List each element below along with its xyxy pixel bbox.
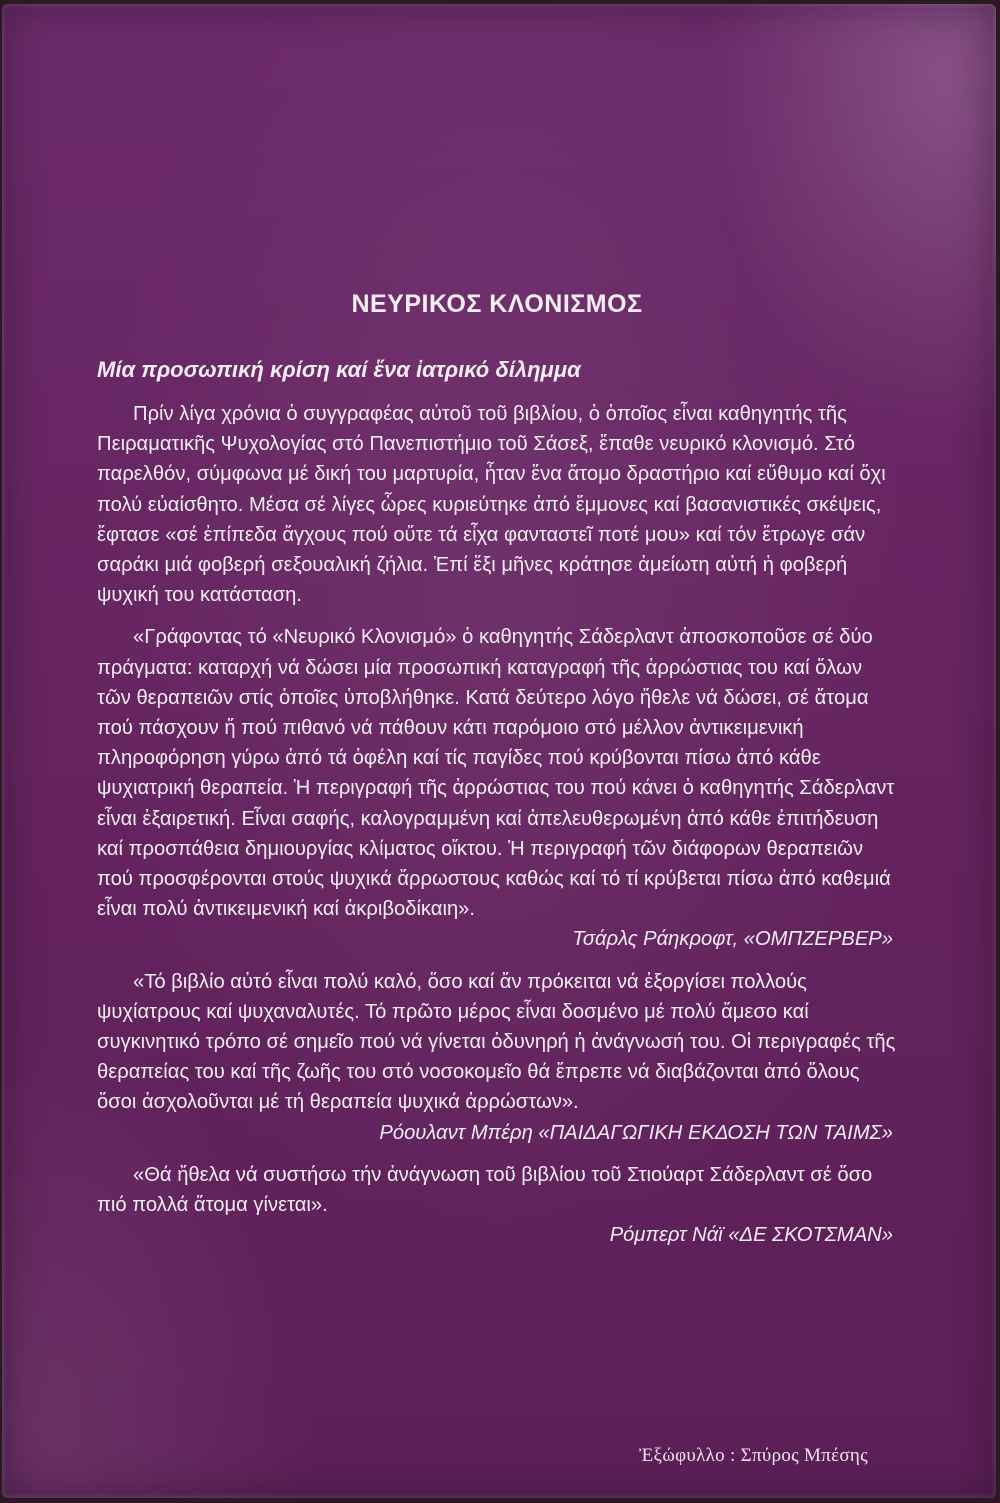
blurb-body [97,399,897,1250]
cover-design-credit: Ἐξώφυλλο : Σπύρος Μπέσης [639,1445,868,1466]
book-title: ΝΕΥΡΙΚΟΣ ΚΛΟΝΙΣΜΟΣ [351,290,643,318]
review-attribution-scotsman: Ρόμπερτ Νάϊ «ΔΕ ΣΚΟΤΣΜΑΝ» [609,1224,893,1247]
review-quote-times-educational: «Τό βιβλίο αὐτό εἶναι πολύ καλό, ὅσο καί ἄν πρόκειται νά ἐξοργίσει πολλούς ψυχίατρους καί ψυχαναλυτές. Τό πρῶτο μέρος εἶναι δοσμένο μέ πολύ ἄμεσο καί συγκινητικό τρόπο σέ σημεῖο πού νά γίνεται ὀδυνηρή ἡ ἀνάγνωσή του. Οἱ περιγραφές τῆς θεραπείας του καί τῆς ζωῆς του στό νοσοκομεῖο θά ἔπρεπε νά διαβάζονται ἀπό ὅλους ὅσοι ἀσχολοῦνται μέ τή θεραπεία ψυχικά ἀρρώστων». [97,970,896,1114]
review-quote-observer: «Γράφοντας τό «Νευρικό Κλονισμό» ὁ καθηγητής Σάδερλαντ ἀποσκοποῦσε σέ δύο πράγματα: καταρχή νά δώσει μία προσωπική καταγραφή τῆς ἀρρώστιας του καί ὅλων τῶν θεραπειῶν στίς ὁποῖες ὑποβλήθηκε. Κατά δεύτερο λόγο ἤθελε νά δώσει, σέ ἄτομα πού πάσχουν ἤ πού πιθανό νά πάθουν κάτι παρόμοιο στό μέλλον ἀντικειμενική πληροφόρηση γύρω ἀπό τά ὀφέλη καί τίς παγίδες πού κρύβονται πίσω ἀπό κάθε ψυχιατρική θεραπεία. Ἡ περιγραφή τῆς ἀρρώστιας του πού κάνει ὁ καθηγητής Σάδερλαντ εἶναι ἐξαιρετική. Εἶναι σαφής, καλογραμμένη καί ἀπελευθερωμένη ἀπό κάθε ἐπιτήδευση καί προσπάθεια δημιουργίας κλίματος οἴκτου. Ἡ περιγραφή τῶν διάφορων θεραπειῶν πού προσφέρονται στούς ψυχικά ἄρρωστους καθώς καί τό τί κρύβεται πίσω ἀπό καθεμιά εἶναι πολύ ἀντικειμενική καί ἀκριβοδίκαιη». [97,626,895,921]
review-attribution-times-educational: Ρόουλαντ Μπέρη «ΠΑΙΔΑΓΩΓΙΚΗ ΕΚΔΟΣΗ ΤΩΝ ΤΑΙΜΣ» [379,1121,893,1144]
book-back-cover [2,4,996,1498]
review-quote-scotsman: «Θά ἤθελα νά συστήσω τήν ἀνάγνωση τοῦ βιβλίου τοῦ Στιούαρτ Σάδερλαντ σέ ὅσο πιό πολλά ἄτομα γίνεται». [97,1163,873,1217]
book-subtitle: Μία προσωπική κρίση καί ἕνα ἰατρικό δίλημμα [97,357,581,382]
blurb-paragraph-intro: Πρίν λίγα χρόνια ὁ συγγραφέας αὐτοῦ τοῦ βιβλίου, ὁ ὁποῖος εἶναι καθηγητής τῆς Πειραματικῆς Ψυχολογίας στό Πανεπιστήμιο τοῦ Σάσεξ, ἔπαθε νευρικό κλονισμό. Στό παρελθόν, σύμφωνα μέ δική του μαρτυρία, ἦταν ἕνα ἄτομο δραστήριο καί εὔθυμο καί ὄχι πολύ εὐαίσθητο. Μέσα σέ λίγες ὧρες κυριεύτηκε ἀπό ἔμμονες καί βασανιστικές σκέψεις, ἔφτασε «σέ ἐπίπεδα ἄγχους πού οὔτε τά εἶχα φανταστεῖ ποτέ μου» καί τόν ἔτρωγε σάν σαράκι μιά φοβερή σεξουαλική ζήλια. Ἐπί ἕξι μῆνες κράτησε ἀμείωτη αὐτή ἡ φοβερή ψυχική του κατάσταση. [97,403,886,607]
review-attribution-observer: Τσάρλς Ράηκροφτ, «ΟΜΠΖΕΡΒΕΡ» [572,928,893,951]
